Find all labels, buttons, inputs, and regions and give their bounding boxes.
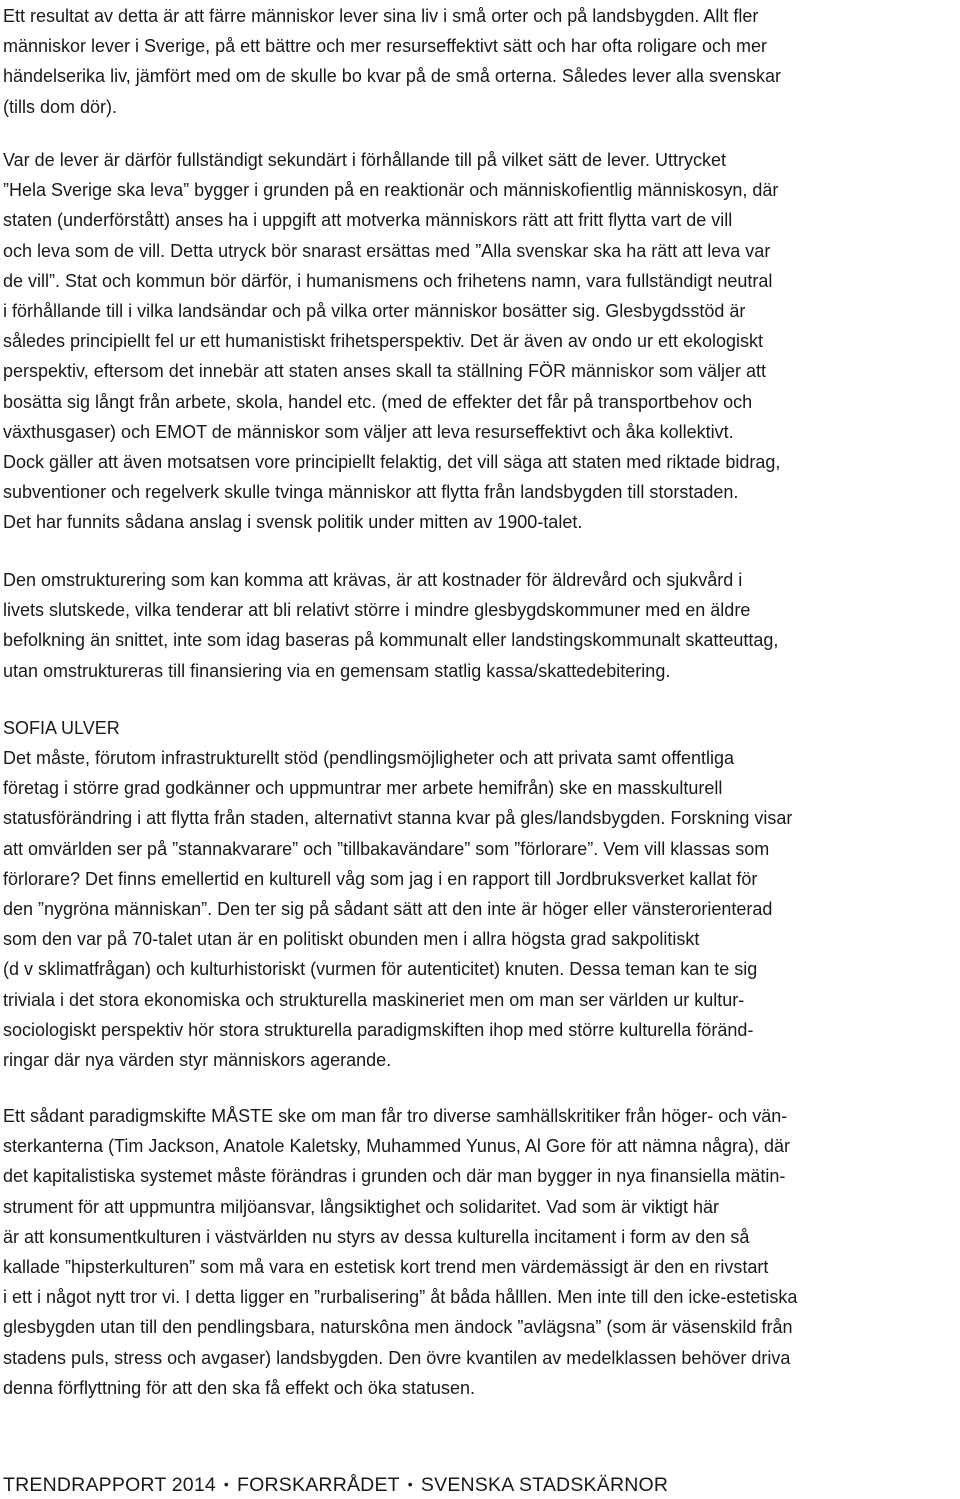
paragraph-author-1: Det måste, förutom infrastrukturellt stöd (pendlingsmöjligheter och att privata samt offentliga företag i större grad godkänner och uppmuntrar mer arbete hemifrån) ske en masskulturell statusförändring i att flytta från staden, alternativt stanna kvar på gles/landsbygden. Forskning visar att omvärlden ser på ”stannakvarare” och ”tillbakavändare” som ”förlorare”. Vem vill klassas som förlorare? Det finns emellertid en kulturell våg som jag i en rapport till Jordbruksverket kallat för den ”nygröna människan”. Den ter sig på sådant sätt att den inte är höger eller vänsterorienterad som den var på 70-talet utan är en politiskt obunden men i allra högsta grad sakpolitiskt (d v sklimatfrågan) och kulturhistoriskt (vurmen för autenticitet) knuten. Dessa teman kan te sig triviala i det stora ekonomiska och strukturella maskineriet men om man ser världen ur kultur- sociologiskt perspektiv hör stora strukturella paradigmskiften ihop med större kulturella föränd- ringar där nya värden styr människors agerande. — [3, 748, 793, 1071]
author-heading: SOFIA ULVER — [3, 718, 120, 738]
paragraph-intro: Ett resultat av detta är att färre människor lever sina liv i små orter och på landsbygden. Allt fler människor lever i Sverige, på ett bättre och mer resurseffektivt sätt och har ofta roligare och mer händelserika liv, jämfört med om de skulle bo kvar på de små orterna. Således lever alla svenskar (tills dom dör). — [3, 6, 782, 117]
paragraph-author-2: Ett sådant paradigmskifte MÅSTE ske om man får tro diverse samhällskritiker från höger- och vän- sterkanterna (Tim Jackson, Anatole Kaletsky, Muhammed Yunus, Al Gore för att nämna några), där det kapitalistiska systemet måste förändras i grunden och där man bygger in nya finansiella mätin- strument för att uppmuntra miljöansvar, långsiktighet och solidaritet. Vad som är viktigt här är att konsumentkulturen i västvärlden nu styrs av dessa kulturella incitament i form av den så kallade ”hipsterkulturen” som må vara en estetisk kort trend men värdemässigt är den en rivstart i ett i något nytt tror vi. I detta ligger en ”rurbalisering” åt båda hålllen. Men inte till den icke-estetiska glesbygden utan till den pendlingsbara, naturskôna men ändock ”avlägsna” (som är väsenskild från stadens puls, stress och avgaser) landsbygden. Den övre kvantilen av medelklassen behöver driva denna förflyttning för att den ska få effekt och öka statusen. — [3, 1106, 798, 1398]
footer-council: FORSKARRÅDET — [237, 1474, 400, 1496]
footer-separator: • — [407, 1476, 413, 1492]
paragraph-argument: Var de lever är därför fullständigt sekundärt i förhållande till på vilket sätt de lever. Uttrycket ”Hela Sverige ska leva” bygger i grunden på en reaktionär och människofientlig människosyn, där staten (underförstått) anses ha i uppgift att motverka människors rätt att fritt flytta vart de vill och leva som de vill. Detta utryck bör snarast ersättas med ”Alla svenskar ska ha rätt att leva var de vill”. Stat och kommun bör därför, i humanismens och frihetens namn, vara fullständigt neutral i förhållande till i vilka landsändar och på vilka orter människor bosätter sig. Glesbygdsstöd är således principiellt fel ur ett humanistiskt frihetsperspektiv. Det är även av ondo ur ett ekologiskt perspektiv, eftersom det innebär att staten anses skall ta ställning FÖR människor som väljer att bosätta sig långt från arbete, skola, handel etc. (med de effekter det får på transportbehov och växthusgaser) och EMOT de människor som väljer att leva resurseffektivt och åka kollektivt. Dock gäller att även motsatsen vore principiellt felaktig, det vill säga att staten med riktade bidrag, subventioner och regelverk skulle tvinga människor att flytta från landsbygden till storstaden. Det har funnits sådana anslag i svensk politik under mitten av 1900-talet. — [3, 150, 781, 533]
footer-separator: • — [223, 1476, 230, 1492]
footer-report-title: TRENDRAPPORT 2014 — [3, 1474, 216, 1496]
page-footer — [3, 1472, 668, 1497]
paragraph-restructuring: Den omstrukturering som kan komma att krävas, är att kostnader för äldrevård och sjukvård i livets slutskede, vilka tenderar att bli relativt större i mindre glesbygdskommuner med en äldre befolkning än snittet, inte som idag baseras på kommunalt eller landstingskommunalt skatteuttag, utan omstruktureras till finansiering via en gemensam statlig kassa/skattedebitering. — [3, 570, 779, 681]
footer-organization: SVENSKA STADSKÄRNOR — [420, 1474, 669, 1496]
